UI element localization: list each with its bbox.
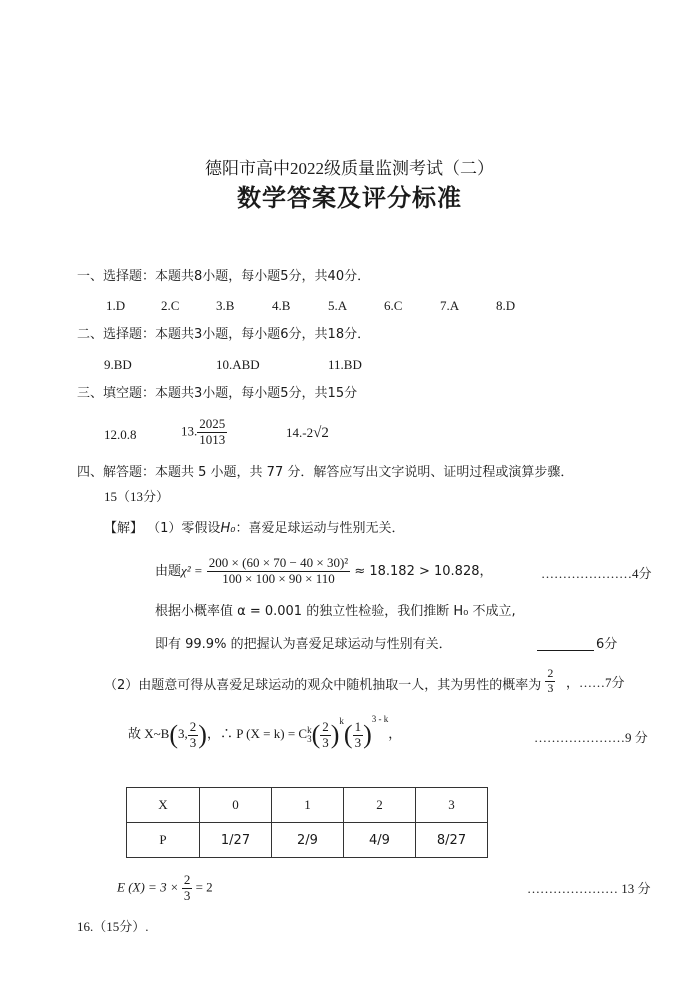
answer-13 xyxy=(181,417,227,448)
probability-equation: ，∴ P (X = k) = C xyxy=(206,726,308,741)
distribution-table xyxy=(126,787,488,858)
solve-tag: 【解】 xyxy=(104,521,144,536)
answer-4: 4.B xyxy=(272,298,291,313)
answer-8: 8.D xyxy=(496,298,516,313)
exam-title: 德阳市高中2022级质量监测考试（二） xyxy=(205,159,494,178)
paren-open-3: ( xyxy=(343,720,353,750)
expectation-fraction xyxy=(182,873,193,904)
answer-key-title: 数学答案及评分标准 xyxy=(237,184,462,212)
answer-14 xyxy=(286,426,329,441)
chi-square-formula xyxy=(155,556,493,587)
binomial-prefix: 故 X~B xyxy=(128,726,170,741)
sqrt-value: √2 xyxy=(313,425,329,441)
score-4: …………………4分 xyxy=(541,566,652,581)
combination-sub: 3 xyxy=(307,734,312,745)
alpha-line: 根据小概率值 α = 0.001 的独立性检验，我们推断 H₀ 不成立, xyxy=(155,604,516,619)
section1-heading: 一、选择题：本题共8小题，每小题5分，共40分． xyxy=(77,269,371,284)
table-cell: 4/9 xyxy=(344,823,416,858)
answer-11: 11.BD xyxy=(328,357,362,372)
binomial-line xyxy=(128,714,402,750)
score-6: 6分 xyxy=(596,637,618,652)
part2-text: （2）由题意可得从喜爱足球运动的观众中随机抽取一人，其为男性的概率为 xyxy=(104,677,542,693)
table-cell: P xyxy=(127,823,200,858)
prob-numerator-1: 2 xyxy=(322,718,329,734)
answer-13-label: 13. xyxy=(181,423,198,439)
paren-close: ) xyxy=(198,720,207,750)
table-cell: 1 xyxy=(272,788,344,823)
answer-3: 3.B xyxy=(216,298,235,313)
paren-open: ( xyxy=(169,720,179,750)
paren-close-2: ) xyxy=(330,720,340,750)
part2-numerator: 2 xyxy=(547,666,554,680)
question-16-label: 16.（15分）. xyxy=(77,919,149,934)
chi-denominator: 100 × 100 × 90 × 110 xyxy=(222,570,335,586)
table-cell: 2/9 xyxy=(272,823,344,858)
part2-denominator: 3 xyxy=(547,680,554,695)
answer-14-label: 14.-2 xyxy=(286,425,314,440)
hypothesis-symbol: H₀ xyxy=(220,521,236,536)
binomial-numerator: 2 xyxy=(189,718,197,734)
fraction-denominator: 1013 xyxy=(199,431,226,447)
expectation-rhs: = 2 xyxy=(195,879,213,895)
table-cell: 1/27 xyxy=(200,823,272,858)
exponent-k: k xyxy=(339,716,344,726)
part1-text: （1）零假设 xyxy=(147,521,221,536)
answer-6: 6.C xyxy=(384,298,403,313)
score-underline xyxy=(537,650,594,651)
paren-open-2: ( xyxy=(311,720,321,750)
combination-sup: k xyxy=(307,725,312,736)
score-13: ………………… 13 分 xyxy=(527,881,651,896)
answer-13-fraction xyxy=(197,417,227,448)
prob-denominator-2: 3 xyxy=(354,734,362,750)
score-7: ，……7分 xyxy=(566,675,625,690)
expectation-line xyxy=(117,873,213,904)
table-cell: X xyxy=(127,788,200,823)
prob-denominator-1: 3 xyxy=(322,734,329,750)
part2-fraction xyxy=(545,667,555,696)
answer-10: 10.ABD xyxy=(216,357,260,372)
answer-2: 2.C xyxy=(161,298,180,313)
answer-5: 5.A xyxy=(328,298,348,313)
table-row xyxy=(127,788,488,823)
expectation-lhs: E (X) = 3 × xyxy=(117,879,179,895)
binomial-inner: 3, xyxy=(178,726,188,741)
chi-result: ≈ 18.182 > 10.828， xyxy=(354,563,493,579)
fraction-numerator: 2025 xyxy=(199,416,226,431)
table-cell: 8/27 xyxy=(416,823,488,858)
binomial-fraction xyxy=(188,720,199,751)
section3-heading: 三、填空题：本题共3小题，每小题5分，共15分 xyxy=(77,386,358,401)
exponent-3-k: 3 - k xyxy=(371,714,389,724)
expectation-denominator: 3 xyxy=(183,887,191,903)
prob-fraction-1 xyxy=(320,720,331,751)
chi-symbol: χ² = xyxy=(181,562,203,578)
answer-9: 9.BD xyxy=(104,357,132,372)
table-cell: 2 xyxy=(344,788,416,823)
section2-heading: 二、选择题：本题共3小题，每小题6分，共18分． xyxy=(77,327,371,342)
score-9: …………………9 分 xyxy=(534,730,648,745)
part1-line xyxy=(104,522,404,535)
chi-numerator: 200 × (60 × 70 − 40 × 30)² xyxy=(208,555,349,570)
part2-line xyxy=(104,666,555,696)
section4-heading: 四、解答题：本题共 5 小题，共 77 分．解答应写出文字说明、证明过程或演算步骤． xyxy=(77,465,574,480)
prob-fraction-2 xyxy=(353,720,364,751)
comma: ， xyxy=(388,726,402,741)
part1-rest: ：喜爱足球运动与性别无关． xyxy=(235,521,405,536)
expectation-numerator: 2 xyxy=(183,872,191,887)
table-cell: 0 xyxy=(200,788,272,823)
answer-1: 1.D xyxy=(106,298,126,313)
answer-7: 7.A xyxy=(440,298,460,313)
table-row xyxy=(127,823,488,858)
question-15-label: 15（13分） xyxy=(104,489,170,504)
conclusion-line: 即有 99.9% 的把握认为喜爱足球运动与性别有关． xyxy=(155,637,452,652)
binomial-denominator: 3 xyxy=(189,734,197,750)
paren-close-3: ) xyxy=(363,720,372,750)
prob-numerator-2: 1 xyxy=(354,718,362,734)
chi-prefix: 由题 xyxy=(155,563,182,579)
chi-fraction xyxy=(207,556,350,587)
answer-12: 12.0.8 xyxy=(104,427,137,442)
table-cell: 3 xyxy=(416,788,488,823)
